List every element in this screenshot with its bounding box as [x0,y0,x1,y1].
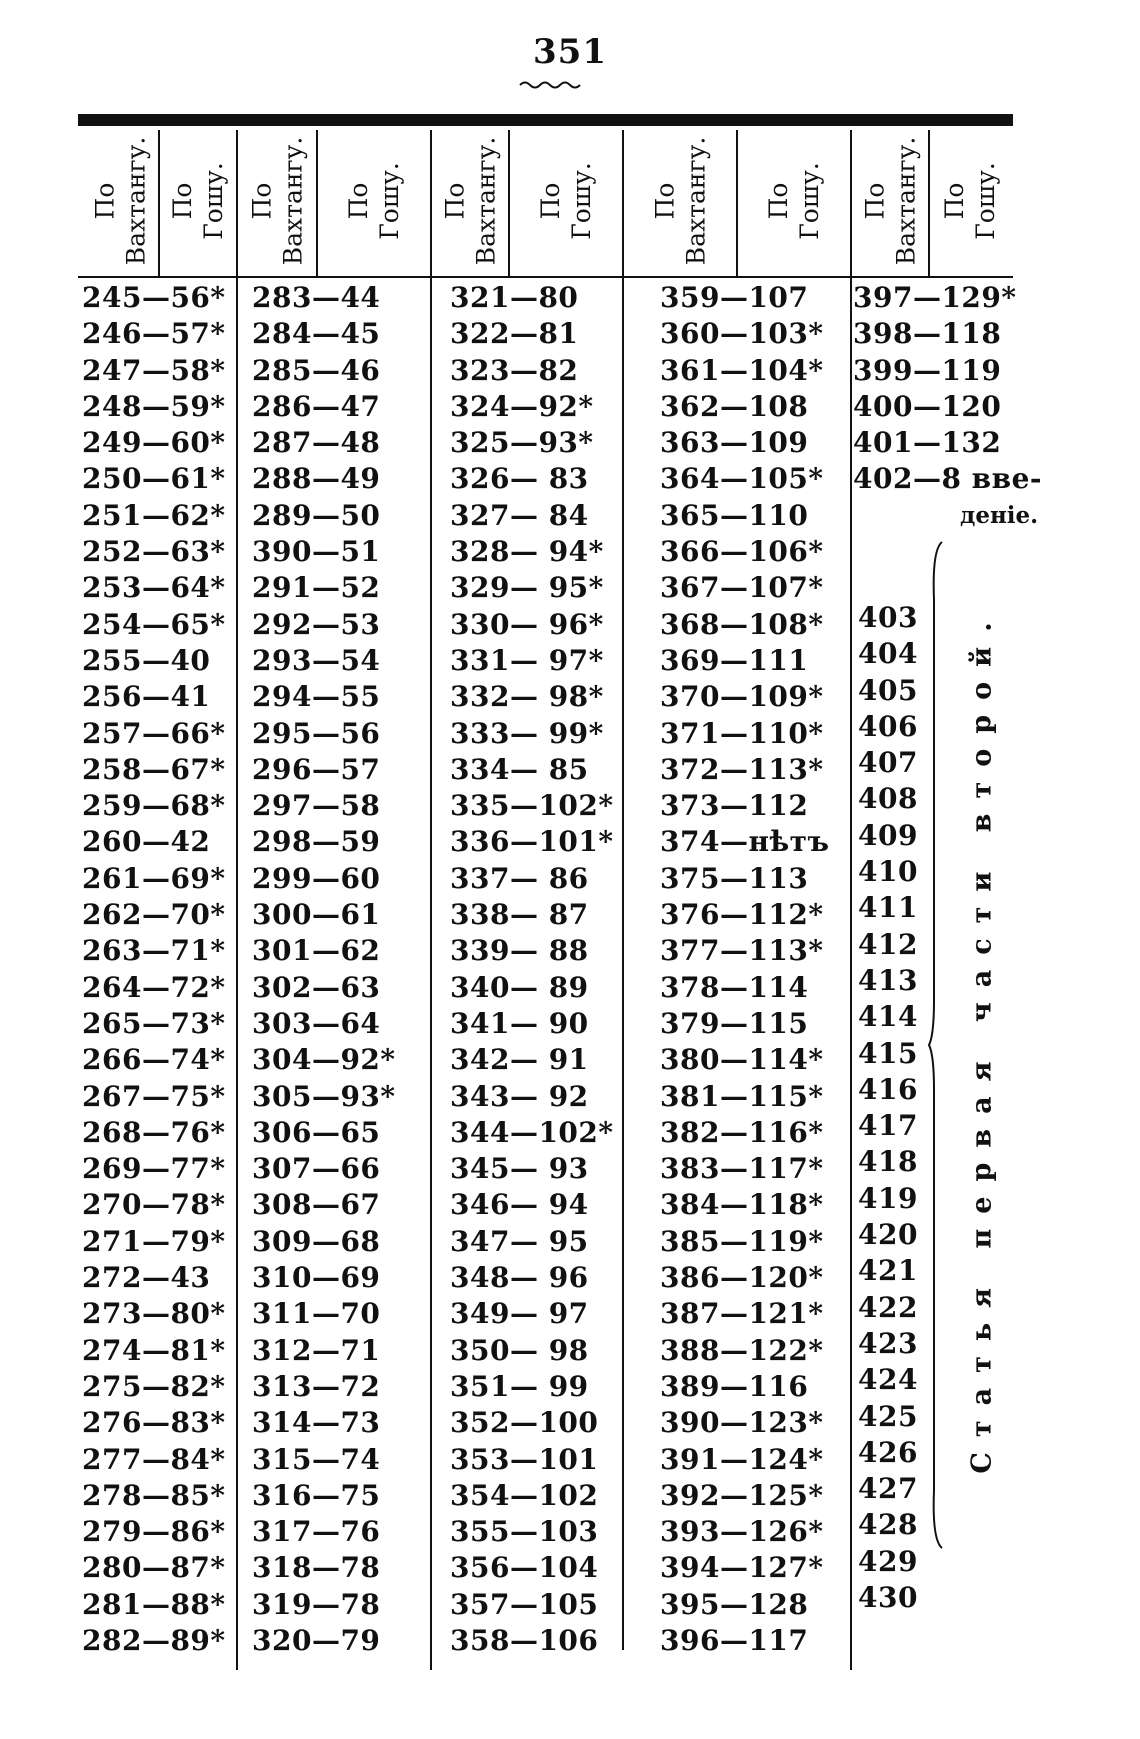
table-cell: 418 [858,1145,918,1179]
header-cell [432,130,508,272]
table-cell: 315—74 [252,1442,381,1476]
table-cell: 398—118 [853,317,1002,351]
table-cell: 274—81* [82,1333,226,1367]
table-cell: 347— 95 [450,1224,589,1258]
table-cell: 301—62 [252,934,381,968]
table-cell: 340— 89 [450,970,589,1004]
header-rule [78,276,1013,278]
table-cell: 298—59 [252,825,381,859]
table-cell: 250—61* [82,462,226,496]
table-cell: 380—114* [660,1043,824,1077]
table-cell: 331— 97* [450,643,604,677]
table-cell: 304—92* [252,1043,396,1077]
table-cell: 361—104* [660,353,824,387]
table-cell: 300—61 [252,898,381,932]
table-cell: 383—117* [660,1152,824,1186]
table-cell: 346— 94 [450,1188,589,1222]
table-cell: 325—93* [450,426,594,460]
table-cell: 273—80* [82,1297,226,1331]
header-cell [318,130,430,272]
table-cell: 409 [858,818,918,852]
table-cell: 411 [858,891,918,925]
header-cell [238,130,316,272]
table-cell: 307—66 [252,1152,381,1186]
table-cell: 323—82 [450,353,579,387]
table-cell: 267—75* [82,1079,226,1113]
header-label: По Гошу. [535,162,596,240]
table-cell: 387—121* [660,1297,824,1331]
table-cell: 353—101 [450,1442,599,1476]
table-cell: 287—48 [252,426,381,460]
table-cell: 356—104 [450,1551,599,1585]
table-cell: 288—49 [252,462,381,496]
table-cell: 367—107* [660,571,824,605]
table-cell: 338— 87 [450,898,589,932]
table-cell: 397—129* [853,281,1017,314]
table-cell: 419 [858,1181,918,1215]
table-cell: 317—76 [252,1515,381,1549]
table-cell: 425 [858,1399,918,1433]
table-cell: 296—57 [252,752,381,786]
header-label: По Гошу. [763,162,824,240]
table-cell: 390—51 [252,535,381,569]
table-cell: 339— 88 [450,934,589,968]
header-cell [930,130,1010,272]
table-cell: 354—102 [450,1478,599,1512]
table-cell: 334— 85 [450,752,589,786]
table-cell: 272—43 [82,1261,211,1295]
table-cell: 303—64 [252,1006,381,1040]
table-cell: 260—42 [82,825,211,859]
table-cell: 352—100 [450,1406,599,1440]
table-cell: 391—124* [660,1442,824,1476]
table-cell: 311—70 [252,1297,381,1331]
table-cell: 299—60 [252,861,381,895]
table-cell: 388—122* [660,1333,824,1367]
table-cell: 337— 86 [450,861,589,895]
table-cell: 268—76* [82,1115,226,1149]
table-cell: 275—82* [82,1369,226,1403]
column-2 [252,280,427,1659]
table-cell: 285—46 [252,353,381,387]
table-cell: 319—78 [252,1587,381,1621]
page-number-ornament [519,80,581,90]
table-cell: 253—64* [82,571,226,605]
header-label: По Вахтангу. [860,136,920,266]
table-cell: 342— 91 [450,1043,589,1077]
table-cell: 251—62* [82,498,226,532]
table-cell: 413 [858,963,918,997]
table-cell: 421 [858,1254,918,1288]
table-cell: 428 [858,1508,918,1542]
table-cell: 326— 83 [450,462,589,496]
table-cell: 309—68 [252,1224,381,1258]
header-cell [852,130,928,272]
table-cell: 373—112 [660,789,809,823]
table-cell: 422 [858,1290,918,1324]
column-5-top [853,280,1043,498]
table-cell: 270—78* [82,1188,226,1222]
table-cell: 376—112* [660,898,824,932]
header-cell [160,130,236,272]
table-cell: 410 [858,855,918,889]
vertical-note [960,540,1004,1540]
table-cell: 359—107 [660,281,809,314]
table-cell: 279—86* [82,1515,226,1549]
column-4 [660,280,850,1659]
table-cell: 256—41 [82,680,211,714]
table-cell: 375—113 [660,861,809,895]
table-cell: 306—65 [252,1115,381,1149]
header-cell [738,130,850,272]
table-cell: 341— 90 [450,1006,589,1040]
table-cell: 357—105 [450,1587,599,1621]
table-cell: 416 [858,1072,918,1106]
table-cell: 294—55 [252,680,381,714]
column-1 [82,280,232,1659]
table-cell: 429 [858,1544,918,1578]
table-cell: 322—81 [450,317,579,351]
table-cell: 401—132 [853,426,1002,460]
table-cell: 292—53 [252,607,381,641]
table-cell: 332— 98* [450,680,604,714]
table-cell: 358—106 [450,1623,599,1657]
table-cell: 365—110 [660,498,809,532]
table-cell: 350— 98 [450,1333,589,1367]
table-cell: 255—40 [82,643,211,677]
table-cell: 351— 99 [450,1369,589,1403]
table-cell: 289—50 [252,498,381,532]
table-cell: 370—109* [660,680,824,714]
table-cell: 281—88* [82,1587,226,1621]
column-3 [450,280,630,1659]
table-cell: 426 [858,1435,918,1469]
table-cell: 286—47 [252,389,381,423]
table-cell: 247—58* [82,353,226,387]
table-cell: 403 [858,601,918,634]
column-divider [236,130,238,1670]
table-cell: 392—125* [660,1478,824,1512]
table-cell: 420 [858,1218,918,1252]
header-cell [624,130,736,272]
table-cell: 305—93* [252,1079,396,1113]
table-cell: 377—113* [660,934,824,968]
table-cell: 284—45 [252,317,381,351]
table-cell: 269—77* [82,1152,226,1186]
table-cell: 378—114 [660,970,809,1004]
table-cell: 265—73* [82,1006,226,1040]
table-cell: 360—103* [660,317,824,351]
table-cell: 261—69* [82,861,226,895]
table-cell: 399—119 [853,353,1002,387]
table-cell: 254—65* [82,607,226,641]
table-cell: 297—58 [252,789,381,823]
table-cell: 252—63* [82,535,226,569]
table-cell: 371—110* [660,716,824,750]
table-cell: 259—68* [82,789,226,823]
table-cell: 280—87* [82,1551,226,1585]
table-cell: 372—113* [660,752,824,786]
table-cell: 348— 96 [450,1261,589,1295]
table-cell: 335—102* [450,789,614,823]
table-cell: 283—44 [252,281,381,314]
table-cell: 328— 94* [450,535,604,569]
table-cell: 424 [858,1363,918,1397]
table-cell: 327— 84 [450,498,589,532]
header-label: По Вахтангу. [247,136,307,266]
table-cell: 282—89* [82,1623,226,1657]
table-cell: 374—нѣтъ [660,825,830,859]
table-cell: 308—67 [252,1188,381,1222]
table-cell: 257—66* [82,716,226,750]
table-cell: 310—69 [252,1261,381,1295]
table-cell: 321—80 [450,281,579,314]
table-cell: 320—79 [252,1623,381,1657]
table-cell: 400—120 [853,389,1002,423]
table-cell: 355—103 [450,1515,599,1549]
table-cell: 423 [858,1326,918,1360]
table-cell: 405 [858,673,918,707]
table-cell: 406 [858,709,918,743]
table-cell: 402—8 вве- [853,462,1043,496]
table-cell: 407 [858,746,918,780]
table-cell: 277—84* [82,1442,226,1476]
top-rule [78,114,1013,126]
table-cell: 417 [858,1109,918,1143]
table-cell: 266—74* [82,1043,226,1077]
table-cell: 385—119* [660,1224,824,1258]
column-5-numbers [848,600,928,1616]
table-cell: 414 [858,1000,918,1034]
table-cell: 390—123* [660,1406,824,1440]
table-cell: 366—106* [660,535,824,569]
table-cell: 313—72 [252,1369,381,1403]
header-label: По Вахтангу. [650,136,710,266]
table-cell: 333— 99* [450,716,604,750]
header-label: По Вахтангу. [90,136,150,266]
table-cell: 368—108* [660,607,824,641]
table-cell: 343— 92 [450,1079,589,1113]
header-cell [82,130,158,272]
header-label: По Гошу. [168,162,229,240]
table-cell: 295—56 [252,716,381,750]
table-cell: 369—111 [660,643,809,677]
table-cell: 263—71* [82,934,226,968]
table-cell: 246—57* [82,317,226,351]
table-cell: 349— 97 [450,1297,589,1331]
table-cell: 389—116 [660,1369,809,1403]
table-cell: 262—70* [82,898,226,932]
table-cell: 330— 96* [450,607,604,641]
table-cell: 395—128 [660,1587,809,1621]
table-cell: 329— 95* [450,571,604,605]
table-cell: 362—108 [660,389,809,423]
column-divider [430,130,432,1670]
table-cell: 318—78 [252,1551,381,1585]
table-cell: 363—109 [660,426,809,460]
table-cell: 258—67* [82,752,226,786]
table-cell: 248—59* [82,389,226,423]
table-cell: 271—79* [82,1224,226,1258]
table-cell: 293—54 [252,643,381,677]
table-cell: 379—115 [660,1006,809,1040]
table-cell: 249—60* [82,426,226,460]
table-cell: 430 [858,1581,918,1615]
table-cell: 394—127* [660,1551,824,1585]
brace [928,540,944,1550]
table-cell: 408 [858,782,918,816]
table-cell: 381—115* [660,1079,824,1113]
table-cell: 312—71 [252,1333,381,1367]
table-cell: 393—126* [660,1515,824,1549]
page-number: 351 [533,32,607,72]
table-cell: 344—102* [450,1115,614,1149]
table-cell: 316—75 [252,1478,381,1512]
table-cell: 364—105* [660,462,824,496]
table-cell: 264—72* [82,970,226,1004]
table-cell: 396—117 [660,1623,809,1657]
table-cell: 386—120* [660,1261,824,1295]
table-cell: 302—63 [252,970,381,1004]
table-cell: 345— 93 [450,1152,589,1186]
table-cell: 384—118* [660,1188,824,1222]
table-cell: 404 [858,637,918,671]
header-label: По Вахтангу. [440,136,500,266]
table-cell: 415 [858,1036,918,1070]
table-cell: 291—52 [252,571,381,605]
note-continuation: деніе. [960,502,1039,529]
table-cell: 276—83* [82,1406,226,1440]
table-cell: 278—85* [82,1478,226,1512]
header-label: По Гошу. [939,162,1000,240]
header-cell [510,130,622,272]
table-cell: 324—92* [450,389,594,423]
table-cell: 336—101* [450,825,614,859]
table-cell: 314—73 [252,1406,381,1440]
vertical-note-text: Статья первая части второй. [966,606,998,1474]
table-cell: 245—56* [82,281,226,314]
table-cell: 382—116* [660,1115,824,1149]
table-cell: 412 [858,927,918,961]
header-label: По Гошу. [343,162,404,240]
table-cell: 427 [858,1472,918,1506]
